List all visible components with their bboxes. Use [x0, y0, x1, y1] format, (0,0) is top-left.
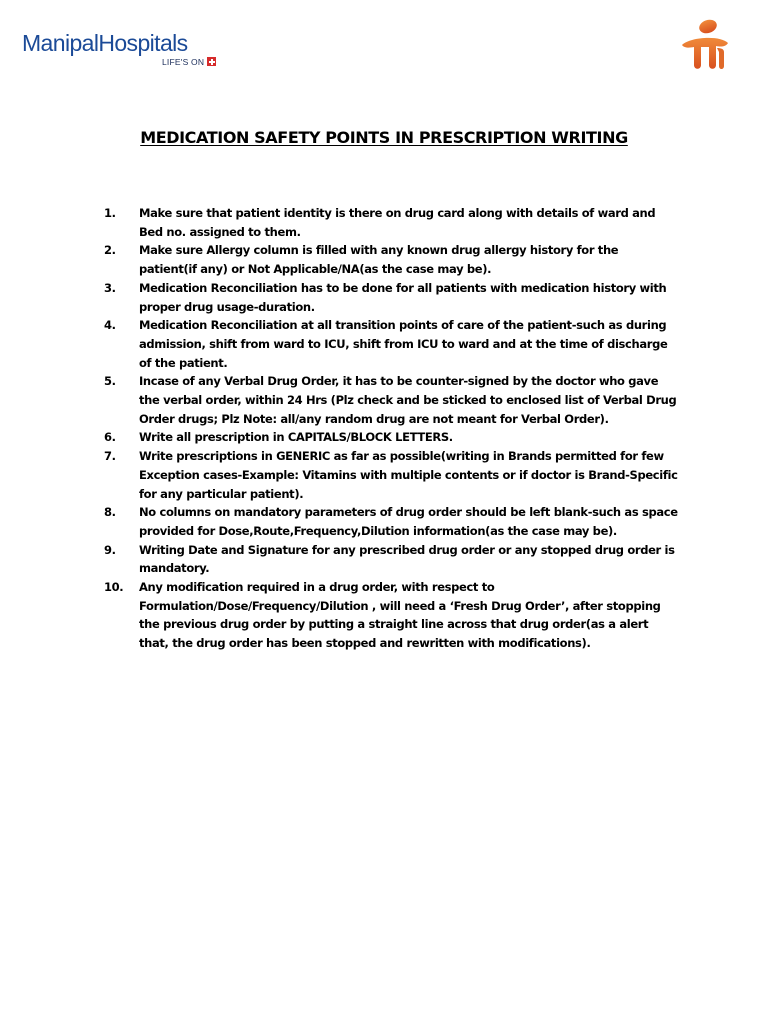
point-text: Medication Reconciliation at all transition points of care of the patient-such as during admission, shift from ward to ICU, shift from ICU to ward and at the time of discharge of the patient.	[139, 318, 668, 370]
point-text: Write all prescription in CAPITALS/BLOCK LETTERS.	[139, 430, 453, 445]
list-item	[104, 447, 679, 503]
list-item	[104, 541, 679, 578]
list-item	[104, 428, 679, 447]
point-text: No columns on mandatory parameters of drug order should be left blank-such as space provided for Dose,Route,Frequency,Dilution information(as the case may be).	[139, 505, 678, 538]
list-item	[104, 241, 679, 278]
list-item	[104, 578, 679, 653]
list-item	[104, 316, 679, 372]
point-number: 5.	[104, 374, 116, 389]
point-text: Writing Date and Signature for any prescribed drug order or any stopped drug order is mandatory.	[139, 542, 675, 576]
point-number: 3.	[104, 280, 116, 295]
point-number: 7.	[104, 449, 116, 464]
document-title: MEDICATION SAFETY POINTS IN PRESCRIPTION WRITING	[140, 128, 628, 147]
point-text: Any modification required in a drug order, with respect to Formulation/Dose/Frequency/Dilution , will need a ‘Fresh Drug Order’, after stopping the previous drug order by putting a straight line across that drug order(as a alert that, the drug order has been stopped and rewritten with modifications).	[139, 580, 661, 651]
brand-tagline	[162, 57, 216, 67]
manipal-figure-emblem-icon	[680, 18, 730, 72]
point-text: Incase of any Verbal Drug Order, it has to be counter-signed by the doctor who gave the verbal order, within 24 Hrs (Plz check and be sticked to enclosed list of Verbal Drug Order drugs; Plz Note: all/any random drug are not meant for Verbal Order).	[139, 374, 677, 426]
point-number: 10.	[104, 580, 124, 595]
point-text: Make sure Allergy column is filled with any known drug allergy history for the patient(if any) or Not Applicable/NA(as the case may be).	[139, 243, 619, 277]
list-item	[104, 503, 679, 540]
point-text: Make sure that patient identity is there on drug card along with details of ward and Bed no. assigned to them.	[139, 206, 656, 239]
list-item	[104, 204, 679, 241]
list-item	[104, 372, 679, 428]
safety-points-list	[104, 204, 679, 653]
manipal-hospitals-logo	[22, 30, 232, 72]
point-text: Write prescriptions in GENERIC as far as possible(writing in Brands permitted for few Exception cases-Example: Vitamins with multiple contents or if doctor is Brand-Specific for any particular patient).	[139, 449, 678, 501]
point-number: 2.	[104, 243, 116, 258]
list-item	[104, 279, 679, 316]
point-number: 9.	[104, 542, 116, 557]
point-text: Medication Reconciliation has to be done for all patients with medication history with proper drug usage-duration.	[139, 280, 667, 314]
point-number: 8.	[104, 505, 116, 520]
tagline-text: LIFE'S ON	[162, 57, 205, 67]
point-number: 6.	[104, 430, 116, 445]
point-number: 1.	[104, 206, 116, 220]
red-cross-icon	[207, 57, 216, 66]
brand-name: ManipalHospitals	[22, 30, 188, 56]
point-number: 4.	[104, 318, 116, 333]
